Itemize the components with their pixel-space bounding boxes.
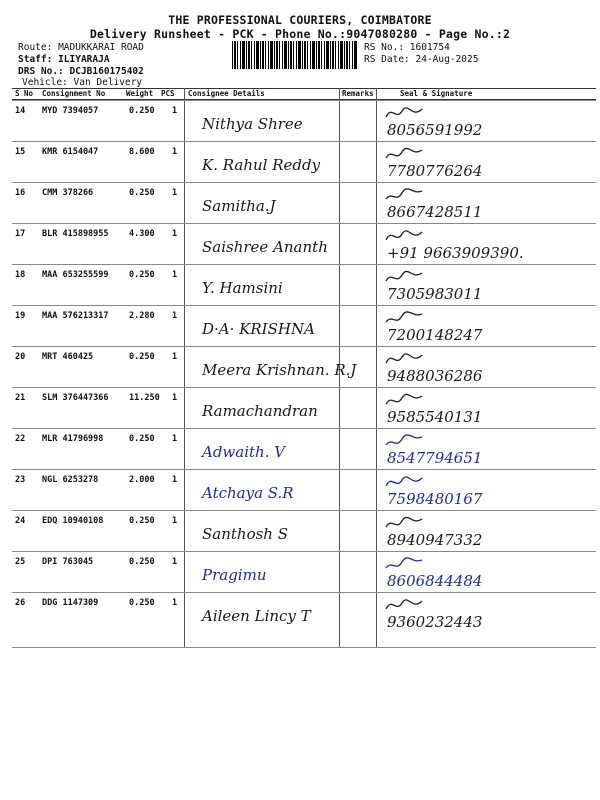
consignee-name: D·A· KRISHNA — [202, 320, 315, 338]
signature-scribble — [384, 267, 424, 287]
vehicle-line — [22, 77, 142, 88]
consignment-number: MYD 7394057 — [42, 106, 99, 116]
table-row — [12, 223, 596, 265]
serial-number: 23 — [15, 475, 26, 485]
consignee-phone: 8940947332 — [387, 531, 483, 549]
weight-value: 2.000 — [129, 475, 155, 485]
drs-label: DRS No.: — [18, 66, 64, 77]
consignee-name: Samitha.J — [202, 197, 276, 215]
consignee-name: Nithya Shree — [202, 115, 303, 133]
weight-value: 2.280 — [129, 311, 155, 321]
consignee-phone: 8056591992 — [387, 121, 483, 139]
serial-number: 18 — [15, 270, 26, 280]
consignment-number: DPI 763045 — [42, 557, 94, 567]
signature-scribble — [384, 226, 424, 246]
pieces-count: 1 — [172, 557, 178, 567]
route-value: MADUKKARAI ROAD — [58, 42, 144, 53]
weight-value: 8.600 — [129, 147, 155, 157]
pieces-count: 1 — [172, 516, 178, 526]
signature-scribble — [384, 144, 424, 164]
consignee-phone: 8547794651 — [387, 449, 483, 467]
serial-number: 15 — [15, 147, 26, 157]
table-bottom-border — [12, 647, 596, 648]
col-weight: Weight — [126, 89, 154, 98]
signature-scribble — [384, 431, 424, 451]
table-row — [12, 510, 596, 552]
consignee-name: K. Rahul Reddy — [202, 156, 321, 174]
weight-value: 0.250 — [129, 557, 155, 567]
consignee-phone: 9488036286 — [387, 367, 483, 385]
weight-value: 0.250 — [129, 516, 155, 526]
signature-scribble — [384, 103, 424, 123]
consignment-number: MAA 653255599 — [42, 270, 109, 280]
consignee-name: Santhosh S — [202, 525, 289, 543]
serial-number: 19 — [15, 311, 26, 321]
staff-value: ILIYARAJA — [58, 54, 110, 65]
weight-value: 11.250 — [129, 393, 160, 403]
consignee-phone: 7598480167 — [387, 490, 483, 508]
consignment-number: DDG 1147309 — [42, 598, 99, 608]
consignee-name: Saishree Ananth — [202, 238, 328, 256]
consignment-number: MRT 460425 — [42, 352, 94, 362]
consignee-phone: 9585540131 — [387, 408, 483, 426]
signature-scribble — [384, 185, 424, 205]
rs-no-value: 1601754 — [409, 42, 450, 53]
rs-no-label: RS No.: — [364, 42, 405, 53]
col-seal: Seal & Signature — [400, 89, 473, 98]
pieces-count: 1 — [172, 598, 178, 608]
col-sno: S No — [15, 89, 34, 98]
table-row — [12, 469, 596, 511]
weight-value: 0.250 — [129, 598, 155, 608]
table-row — [12, 100, 596, 142]
pieces-count: 1 — [172, 188, 178, 198]
col-consignee: Consignee Details — [188, 89, 265, 98]
consignee-phone: 8606844484 — [387, 572, 483, 590]
serial-number: 14 — [15, 106, 26, 116]
table-row — [12, 182, 596, 224]
route-line — [18, 42, 144, 53]
rs-date-line — [364, 54, 478, 65]
serial-number: 21 — [15, 393, 26, 403]
serial-number: 20 — [15, 352, 26, 362]
serial-number: 25 — [15, 557, 26, 567]
route-label: Route: — [18, 42, 53, 53]
weight-value: 0.250 — [129, 188, 155, 198]
pieces-count: 1 — [172, 147, 178, 157]
pieces-count: 1 — [172, 475, 178, 485]
table-row — [12, 346, 596, 388]
serial-number: 24 — [15, 516, 26, 526]
pieces-count: 1 — [172, 352, 178, 362]
consignment-number: EDQ 10940108 — [42, 516, 104, 526]
weight-value: 4.300 — [129, 229, 155, 239]
signature-scribble — [384, 308, 424, 328]
weight-value: 0.250 — [129, 270, 155, 280]
weight-value: 0.250 — [129, 106, 155, 116]
staff-line — [18, 54, 110, 65]
consignment-number: BLR 415898955 — [42, 229, 109, 239]
pieces-count: 1 — [172, 311, 178, 321]
serial-number: 17 — [15, 229, 26, 239]
pieces-count: 1 — [172, 106, 178, 116]
consignee-name: Pragimu — [202, 566, 267, 584]
table-row — [12, 592, 596, 634]
col-consignment: Consignment No — [42, 89, 106, 98]
rs-date-label: RS Date: — [364, 54, 410, 65]
table-row — [12, 387, 596, 429]
consignee-phone: 7200148247 — [387, 326, 483, 344]
consignee-name: Ramachandran — [202, 402, 318, 420]
consignee-name: Meera Krishnan. R.J — [202, 361, 357, 379]
drs-value: DCJB160175402 — [69, 66, 144, 77]
consignment-number: MLR 41796998 — [42, 434, 104, 444]
signature-scribble — [384, 513, 424, 533]
consignee-phone: 7780776264 — [387, 162, 483, 180]
drs-line — [18, 66, 144, 77]
runsheet-subtitle: Delivery Runsheet - PCK - Phone No.:9047080280 - Page No.:2 — [89, 27, 511, 41]
pieces-count: 1 — [172, 434, 178, 444]
signature-scribble — [384, 554, 424, 574]
weight-value: 0.250 — [129, 434, 155, 444]
rs-date-value: 24-Aug-2025 — [415, 54, 479, 65]
pieces-count: 1 — [172, 229, 178, 239]
serial-number: 16 — [15, 188, 26, 198]
weight-value: 0.250 — [129, 352, 155, 362]
consignment-number: NGL 6253278 — [42, 475, 99, 485]
table-row — [12, 141, 596, 183]
signature-scribble — [384, 595, 424, 615]
table-row — [12, 264, 596, 306]
consignee-name: Adwaith. V — [202, 443, 286, 461]
consignee-name: Y. Hamsini — [202, 279, 283, 297]
serial-number: 22 — [15, 434, 26, 444]
rs-no-line — [364, 42, 450, 53]
consignee-phone: 9360232443 — [387, 613, 483, 631]
signature-scribble — [384, 390, 424, 410]
consignment-number: MAA 576213317 — [42, 311, 109, 321]
consignee-phone: 8667428511 — [387, 203, 483, 221]
consignment-number: SLM 376447366 — [42, 393, 109, 403]
vehicle-value: Van Delivery — [73, 77, 143, 88]
consignee-name: Aileen Lincy T — [202, 607, 311, 625]
consignee-name: Atchaya S.R — [202, 484, 294, 502]
staff-label: Staff: — [18, 54, 53, 65]
signature-scribble — [384, 349, 424, 369]
barcode — [232, 41, 358, 69]
table-row — [12, 428, 596, 470]
vehicle-label: Vehicle: — [22, 77, 68, 88]
serial-number: 26 — [15, 598, 26, 608]
col-pcs: PCS — [161, 89, 175, 98]
consignee-phone: +91 9663909390. — [387, 244, 524, 262]
col-remarks: Remarks — [342, 89, 374, 98]
consignment-number: KMR 6154047 — [42, 147, 99, 157]
signature-scribble — [384, 472, 424, 492]
pieces-count: 1 — [172, 393, 178, 403]
consignee-phone: 7305983011 — [387, 285, 483, 303]
company-title: THE PROFESSIONAL COURIERS, COIMBATORE — [168, 13, 432, 27]
pieces-count: 1 — [172, 270, 178, 280]
consignment-number: CMM 378266 — [42, 188, 94, 198]
table-row — [12, 551, 596, 593]
table-row — [12, 305, 596, 347]
